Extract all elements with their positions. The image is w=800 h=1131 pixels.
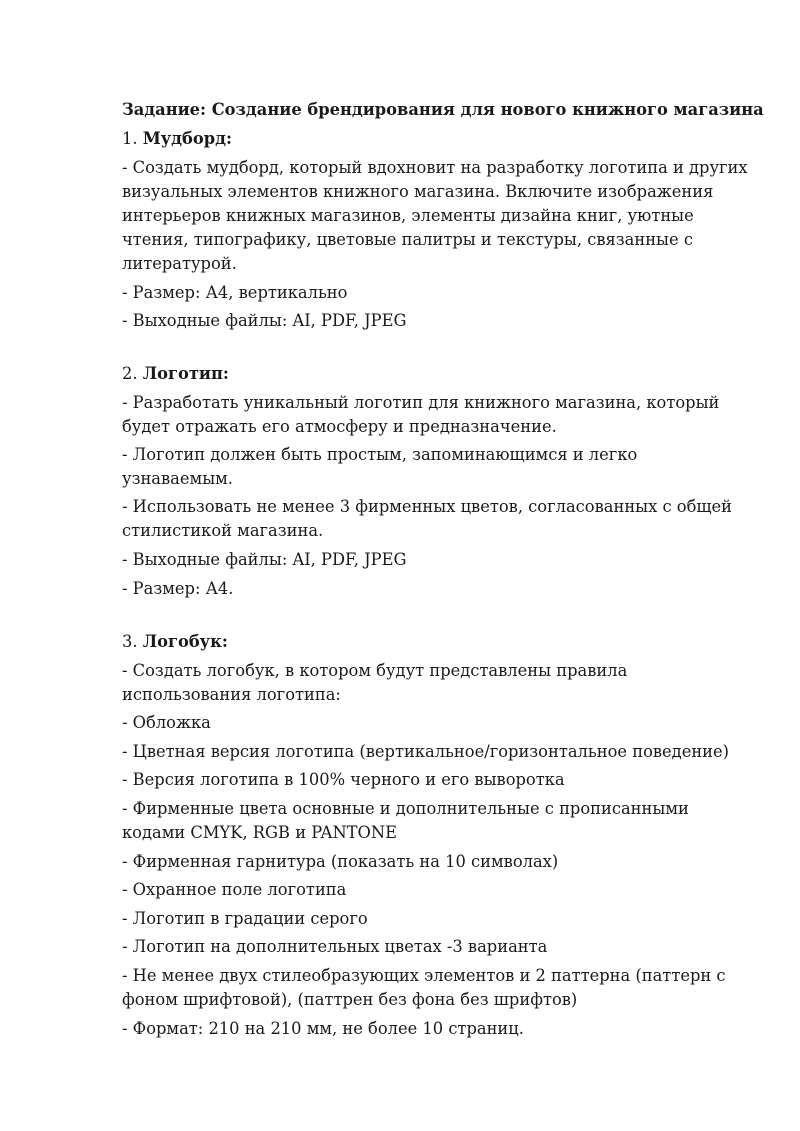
text-line: - Охранное поле логотипа <box>122 880 347 899</box>
text-line: литературой. <box>122 254 237 273</box>
text-line: будет отражать его атмосферу и предназначение. <box>122 417 557 436</box>
text-line: - Выходные файлы: AI, PDF, JPEG <box>122 550 407 569</box>
text-line: чтения, типографику, цветовые палитры и текстуры, связанные с <box>122 230 693 249</box>
text-line: узнаваемым. <box>122 469 233 488</box>
text-line: - Фирменные цвета основные и дополнительные с прописанными <box>122 799 689 818</box>
text-line: кодами CMYK, RGB и PANTONE <box>122 823 398 842</box>
text-line: - Создать мудборд, который вдохновит на разработку логотипа и других <box>122 158 748 177</box>
text-line: интерьеров книжных магазинов, элементы дизайна книг, уютные <box>122 206 694 225</box>
text-line: - Выходные файлы: AI, PDF, JPEG <box>122 311 407 330</box>
text-line: - Создать логобук, в котором будут представлены правила <box>122 661 628 680</box>
section-number: 1. <box>122 129 138 148</box>
text-line: - Обложка <box>122 713 211 732</box>
text-line: - Разработать уникальный логотип для книжного магазина, который <box>122 393 720 412</box>
text-line: - Цветная версия логотипа (вертикальное/горизонтальное поведение) <box>122 742 730 761</box>
text-line: - Логотип на дополнительных цветах -3 варианта <box>122 937 548 956</box>
text-line: - Использовать не менее 3 фирменных цветов, согласованных с общей <box>122 497 733 516</box>
section-title: Логобук: <box>142 632 228 651</box>
text-line: использования логотипа: <box>122 685 341 704</box>
section-heading-logobook <box>122 630 228 654</box>
text-line: - Фирменная гарнитура (показать на 10 символах) <box>122 852 559 871</box>
section-number: 3. <box>122 632 138 651</box>
document-title: Задание: Создание брендирования для нового книжного магазина <box>122 100 764 119</box>
text-line: - Размер: А4, вертикально <box>122 283 348 302</box>
section-heading-logo <box>122 362 229 386</box>
text-line: стилистикой магазина. <box>122 521 324 540</box>
text-line: - Формат: 210 на 210 мм, не более 10 страниц. <box>122 1019 524 1038</box>
text-line: - Логотип должен быть простым, запоминающимся и легко <box>122 445 638 464</box>
text-line: - Не менее двух стилеобразующих элементов и 2 паттерна (паттерн с <box>122 966 726 985</box>
text-line: фоном шрифтовой), (паттрен без фона без шрифтов) <box>122 990 578 1009</box>
text-line: визуальных элементов книжного магазина. Включите изображения <box>122 182 714 201</box>
section-heading-moodboard <box>122 127 232 151</box>
section-number: 2. <box>122 364 138 383</box>
section-title: Логотип: <box>142 364 229 383</box>
text-line: - Размер: А4. <box>122 579 234 598</box>
text-line: - Логотип в градации серого <box>122 909 368 928</box>
section-title: Мудборд: <box>142 129 232 148</box>
text-line: - Версия логотипа в 100% черного и его выворотка <box>122 770 565 789</box>
